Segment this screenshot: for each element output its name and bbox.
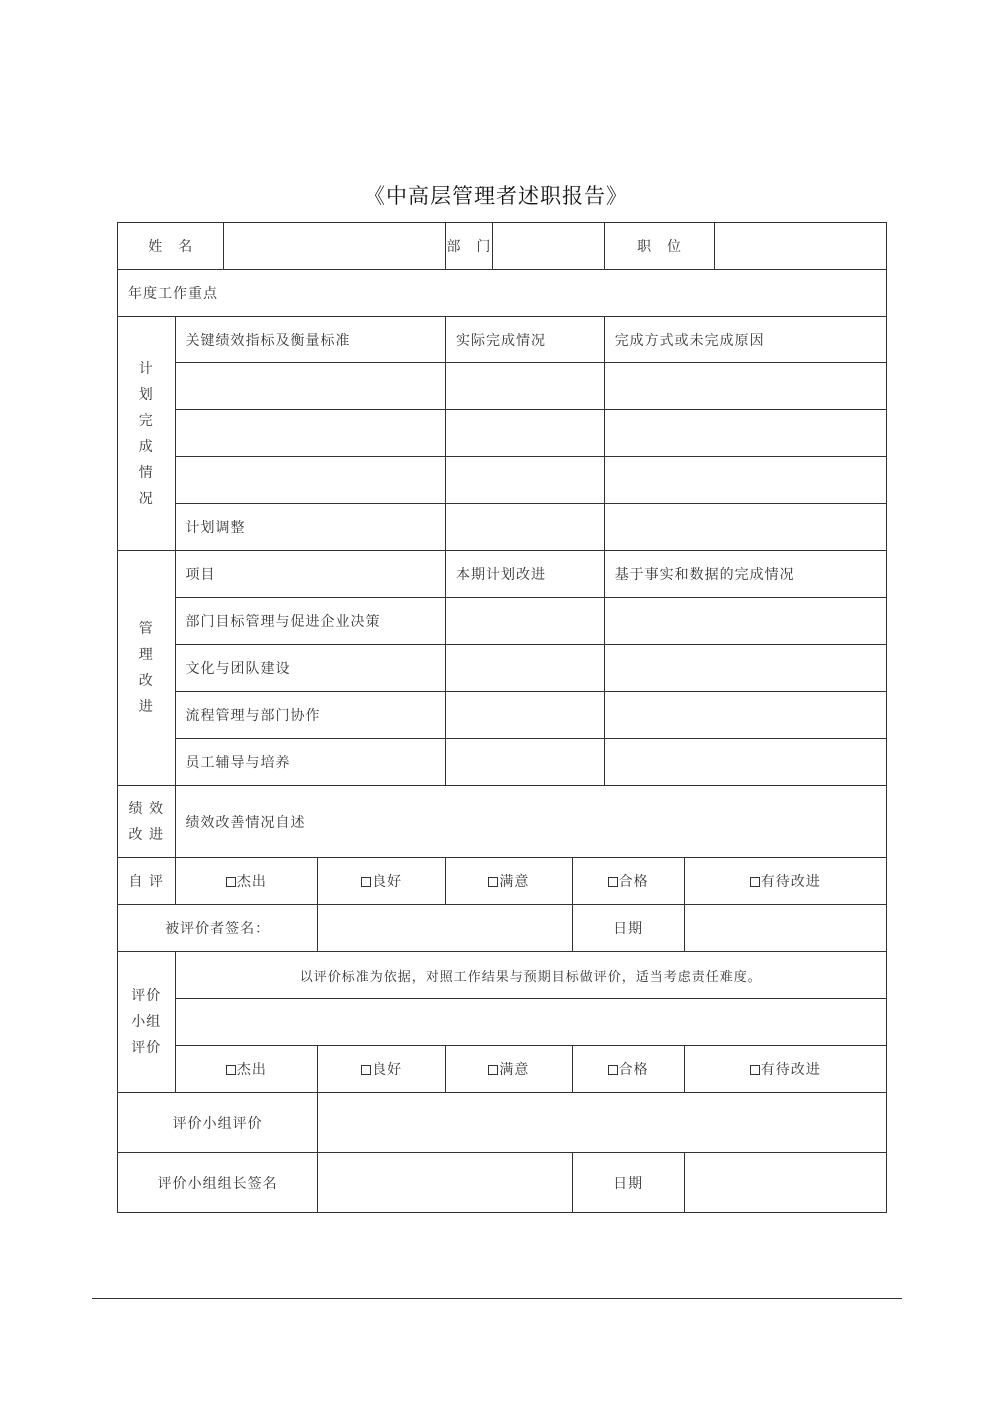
- signature-date-label: 日期: [572, 905, 684, 952]
- mgmt-cell[interactable]: [446, 692, 605, 739]
- plan-col-kpi: 关键绩效指标及衡量标准: [175, 317, 446, 363]
- name-label: 姓 名: [118, 223, 224, 270]
- self-eval-row: [118, 858, 887, 905]
- mgmt-cell[interactable]: [604, 598, 886, 645]
- plan-header-row: [118, 317, 887, 363]
- self-eval-option[interactable]: 满意: [446, 858, 573, 905]
- position-field[interactable]: [715, 223, 887, 270]
- annual-focus-label: 年度工作重点: [118, 270, 887, 317]
- dept-label: 部 门: [446, 223, 493, 270]
- mgmt-row: [118, 598, 887, 645]
- plan-row: [118, 410, 887, 457]
- mgmt-row: [118, 739, 887, 786]
- group-eval-option[interactable]: 杰出: [175, 1046, 318, 1093]
- checkbox-icon: [361, 1065, 371, 1075]
- self-eval-option[interactable]: 杰出: [175, 858, 318, 905]
- checkbox-icon: [750, 1065, 760, 1075]
- mgmt-cell[interactable]: [604, 739, 886, 786]
- group-eval-blank-row: [118, 999, 887, 1046]
- group-eval-field[interactable]: [175, 999, 887, 1046]
- plan-col-method: 完成方式或未完成原因: [604, 317, 886, 363]
- mgmt-cell[interactable]: [604, 645, 886, 692]
- group-eval-option[interactable]: 有待改进: [684, 1046, 886, 1093]
- mgmt-item-label: 部门目标管理与促进企业决策: [175, 598, 446, 645]
- plan-cell[interactable]: [446, 504, 605, 551]
- plan-side-label: 计 划 完 成 情 况: [118, 317, 176, 551]
- plan-cell[interactable]: [175, 410, 446, 457]
- mgmt-col-item: 项目: [175, 551, 446, 598]
- self-eval-option[interactable]: 良好: [318, 858, 446, 905]
- group-eval-side-label: 评价 小组 评价: [118, 952, 176, 1093]
- evaluatee-signature-row: [118, 905, 887, 952]
- self-eval-option[interactable]: 有待改进: [684, 858, 886, 905]
- plan-cell[interactable]: [604, 363, 886, 410]
- self-eval-label: 自 评: [118, 858, 176, 905]
- checkbox-icon: [750, 877, 760, 887]
- plan-cell[interactable]: [446, 363, 605, 410]
- group-eval-option[interactable]: 良好: [318, 1046, 446, 1093]
- checkbox-icon: [608, 1065, 618, 1075]
- plan-cell[interactable]: [446, 410, 605, 457]
- group-comment-label: 评价小组评价: [118, 1093, 318, 1153]
- plan-adjust-row: [118, 504, 887, 551]
- header-row: [118, 223, 887, 270]
- mgmt-item-label: 流程管理与部门协作: [175, 692, 446, 739]
- footer-divider: [92, 1298, 902, 1299]
- mgmt-row: [118, 692, 887, 739]
- group-comment-field[interactable]: [318, 1093, 887, 1153]
- mgmt-col-result: 基于事实和数据的完成情况: [604, 551, 886, 598]
- plan-cell[interactable]: [175, 457, 446, 504]
- leader-signature-label: 评价小组组长签名: [118, 1153, 318, 1213]
- mgmt-item-label: 文化与团队建设: [175, 645, 446, 692]
- name-field[interactable]: [224, 223, 446, 270]
- plan-cell[interactable]: [604, 457, 886, 504]
- group-eval-instruction: 以评价标准为依据，对照工作结果与预期目标做评价，适当考虑责任难度。: [175, 952, 887, 999]
- leader-date-field[interactable]: [684, 1153, 886, 1213]
- mgmt-col-plan: 本期计划改进: [446, 551, 605, 598]
- group-eval-option[interactable]: 合格: [572, 1046, 684, 1093]
- evaluatee-signature-field[interactable]: [318, 905, 573, 952]
- group-comment-row: [118, 1093, 887, 1153]
- mgmt-item-label: 员工辅导与培养: [175, 739, 446, 786]
- checkbox-icon: [361, 877, 371, 887]
- plan-cell[interactable]: [175, 363, 446, 410]
- mgmt-row: [118, 645, 887, 692]
- performance-text[interactable]: 绩效改善情况自述: [175, 786, 887, 858]
- evaluatee-signature-label: 被评价者签名：: [118, 905, 318, 952]
- group-instruction-row: [118, 952, 887, 999]
- checkbox-icon: [488, 877, 498, 887]
- checkbox-icon: [488, 1065, 498, 1075]
- report-table: [117, 222, 887, 1213]
- performance-row: [118, 786, 887, 858]
- mgmt-header-row: [118, 551, 887, 598]
- leader-signature-row: [118, 1153, 887, 1213]
- mgmt-side-label: 管 理 改 进: [118, 551, 176, 786]
- signature-date-field[interactable]: [684, 905, 886, 952]
- plan-cell[interactable]: [446, 457, 605, 504]
- mgmt-cell[interactable]: [446, 645, 605, 692]
- page-title: 《中高层管理者述职报告》: [364, 184, 628, 208]
- position-label: 职 位: [604, 223, 715, 270]
- leader-signature-field[interactable]: [318, 1153, 573, 1213]
- group-eval-option[interactable]: 满意: [446, 1046, 573, 1093]
- plan-col-actual: 实际完成情况: [446, 317, 605, 363]
- plan-adjust-label: 计划调整: [175, 504, 446, 551]
- report-form: [117, 222, 887, 1213]
- annual-focus-row: [118, 270, 887, 317]
- plan-row: [118, 457, 887, 504]
- plan-cell[interactable]: [604, 504, 886, 551]
- plan-cell[interactable]: [604, 410, 886, 457]
- mgmt-cell[interactable]: [604, 692, 886, 739]
- checkbox-icon: [226, 877, 236, 887]
- checkbox-icon: [608, 877, 618, 887]
- performance-side-label: 绩 效 改 进: [118, 786, 176, 858]
- self-eval-option[interactable]: 合格: [572, 858, 684, 905]
- mgmt-cell[interactable]: [446, 739, 605, 786]
- leader-date-label: 日期: [572, 1153, 684, 1213]
- mgmt-cell[interactable]: [446, 598, 605, 645]
- plan-row: [118, 363, 887, 410]
- group-eval-options-row: [118, 1046, 887, 1093]
- dept-field[interactable]: [492, 223, 604, 270]
- checkbox-icon: [226, 1065, 236, 1075]
